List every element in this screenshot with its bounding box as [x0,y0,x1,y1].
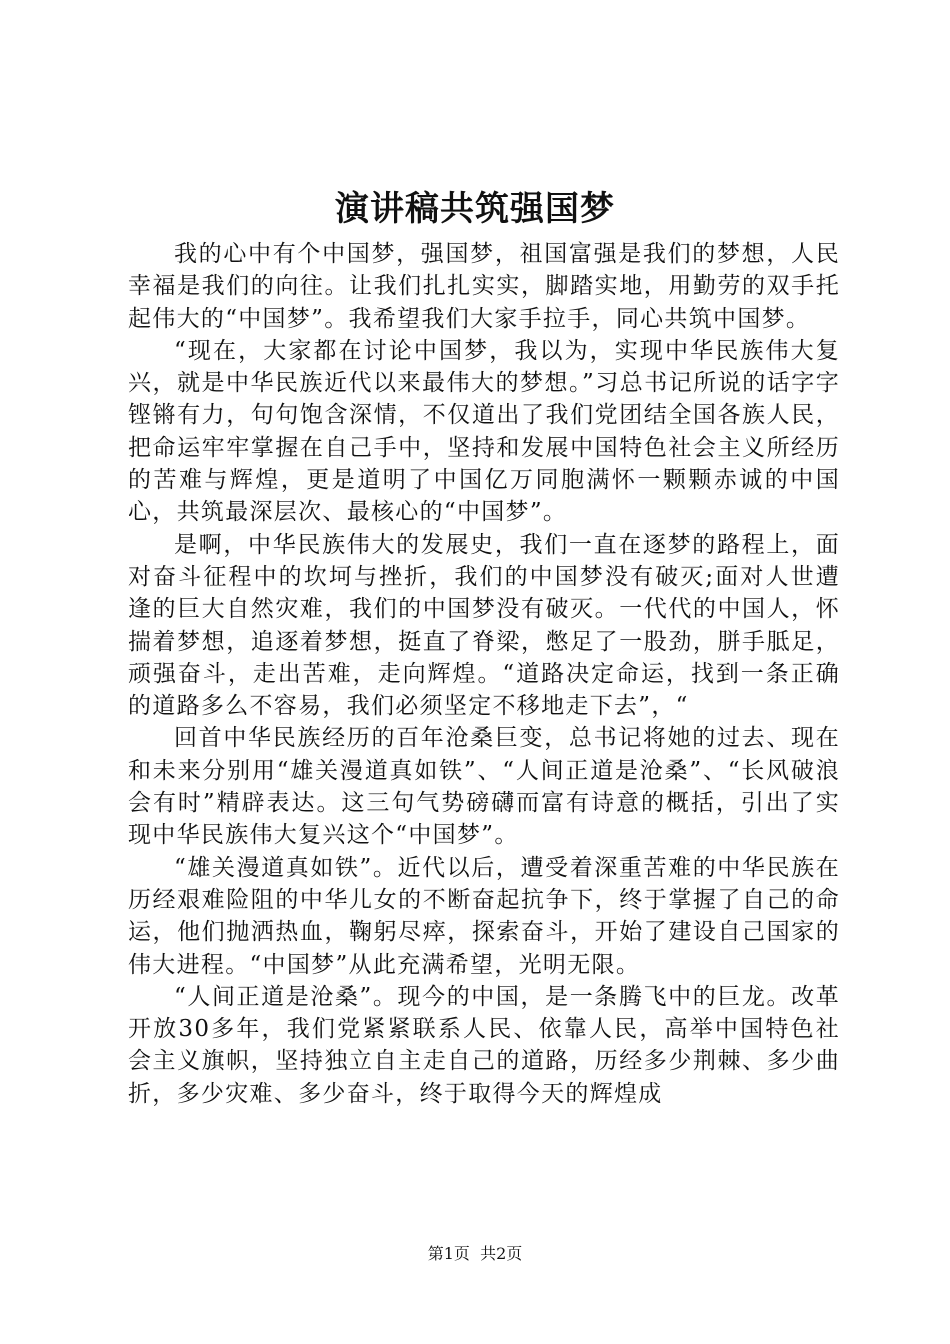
paragraph: 回首中华民族经历的百年沧桑巨变，总书记将她的过去、现在和未来分别用“雄关漫道真如铁”、“人间正道是沧桑”、“长风破浪会有时”精辟表达。这三句气势磅礴而富有诗意的概括，引出了实现中华民族伟大复兴这个“中国梦”。 [128,725,840,849]
paragraph: 我的心中有个中国梦，强国梦，祖国富强是我们的梦想，人民幸福是我们的向往。让我们扎扎实实，脚踏实地，用勤劳的双手托起伟大的“中国梦”。我希望我们大家手拉手，同心共筑中国梦。 [128,241,840,332]
paragraph: “人间正道是沧桑”。现今的中国，是一条腾飞中的巨龙。改革开放30多年，我们党紧紧联系人民、依靠人民，高举中国特色社会主义旗帜，坚持独立自主走自己的道路，历经多少荆棘、多少曲折，多少灾难、多少奋斗，终于取得今天的辉煌成 [128,983,840,1107]
paragraph: 是啊，中华民族伟大的发展史，我们一直在逐梦的路程上，面对奋斗征程中的坎坷与挫折，我们的中国梦没有破灭;面对人世遭逢的巨大自然灾难，我们的中国梦没有破灭。一代代的中国人，怀揣着梦想，追逐着梦想，挺直了脊梁，憋足了一股劲，胼手胝足，顽强奋斗，走出苦难，走向辉煌。“道路决定命运，找到一条正确的道路多么不容易，我们必须坚定不移地走下去”，“ [128,531,840,720]
paragraph: “现在，大家都在讨论中国梦，我以为，实现中华民族伟大复兴，就是中华民族近代以来最伟大的梦想。”习总书记所说的话字字铿锵有力，句句饱含深情，不仅道出了我们党团结全国各族人民，把命运牢牢掌握在自己手中，坚持和发展中国特色社会主义所经历的苦难与辉煌，更是道明了中国亿万同胞满怀一颗颗赤诚的中国心，共筑最深层次、最核心的“中国梦”。 [128,337,840,526]
page-total: 共2页 [480,1244,523,1263]
page-footer [0,1242,950,1266]
document-body [128,238,840,1110]
document-title: 演讲稿共筑强国梦 [335,189,615,229]
page-number: 第1页 [427,1244,470,1263]
paragraph: “雄关漫道真如铁”。近代以后，遭受着深重苦难的中华民族在历经艰难险阻的中华儿女的不断奋起抗争下，终于掌握了自己的命运，他们抛洒热血，鞠躬尽瘁，探索奋斗，开始了建设自己国家的伟大进程。“中国梦”从此充满希望，光明无限。 [128,854,840,978]
